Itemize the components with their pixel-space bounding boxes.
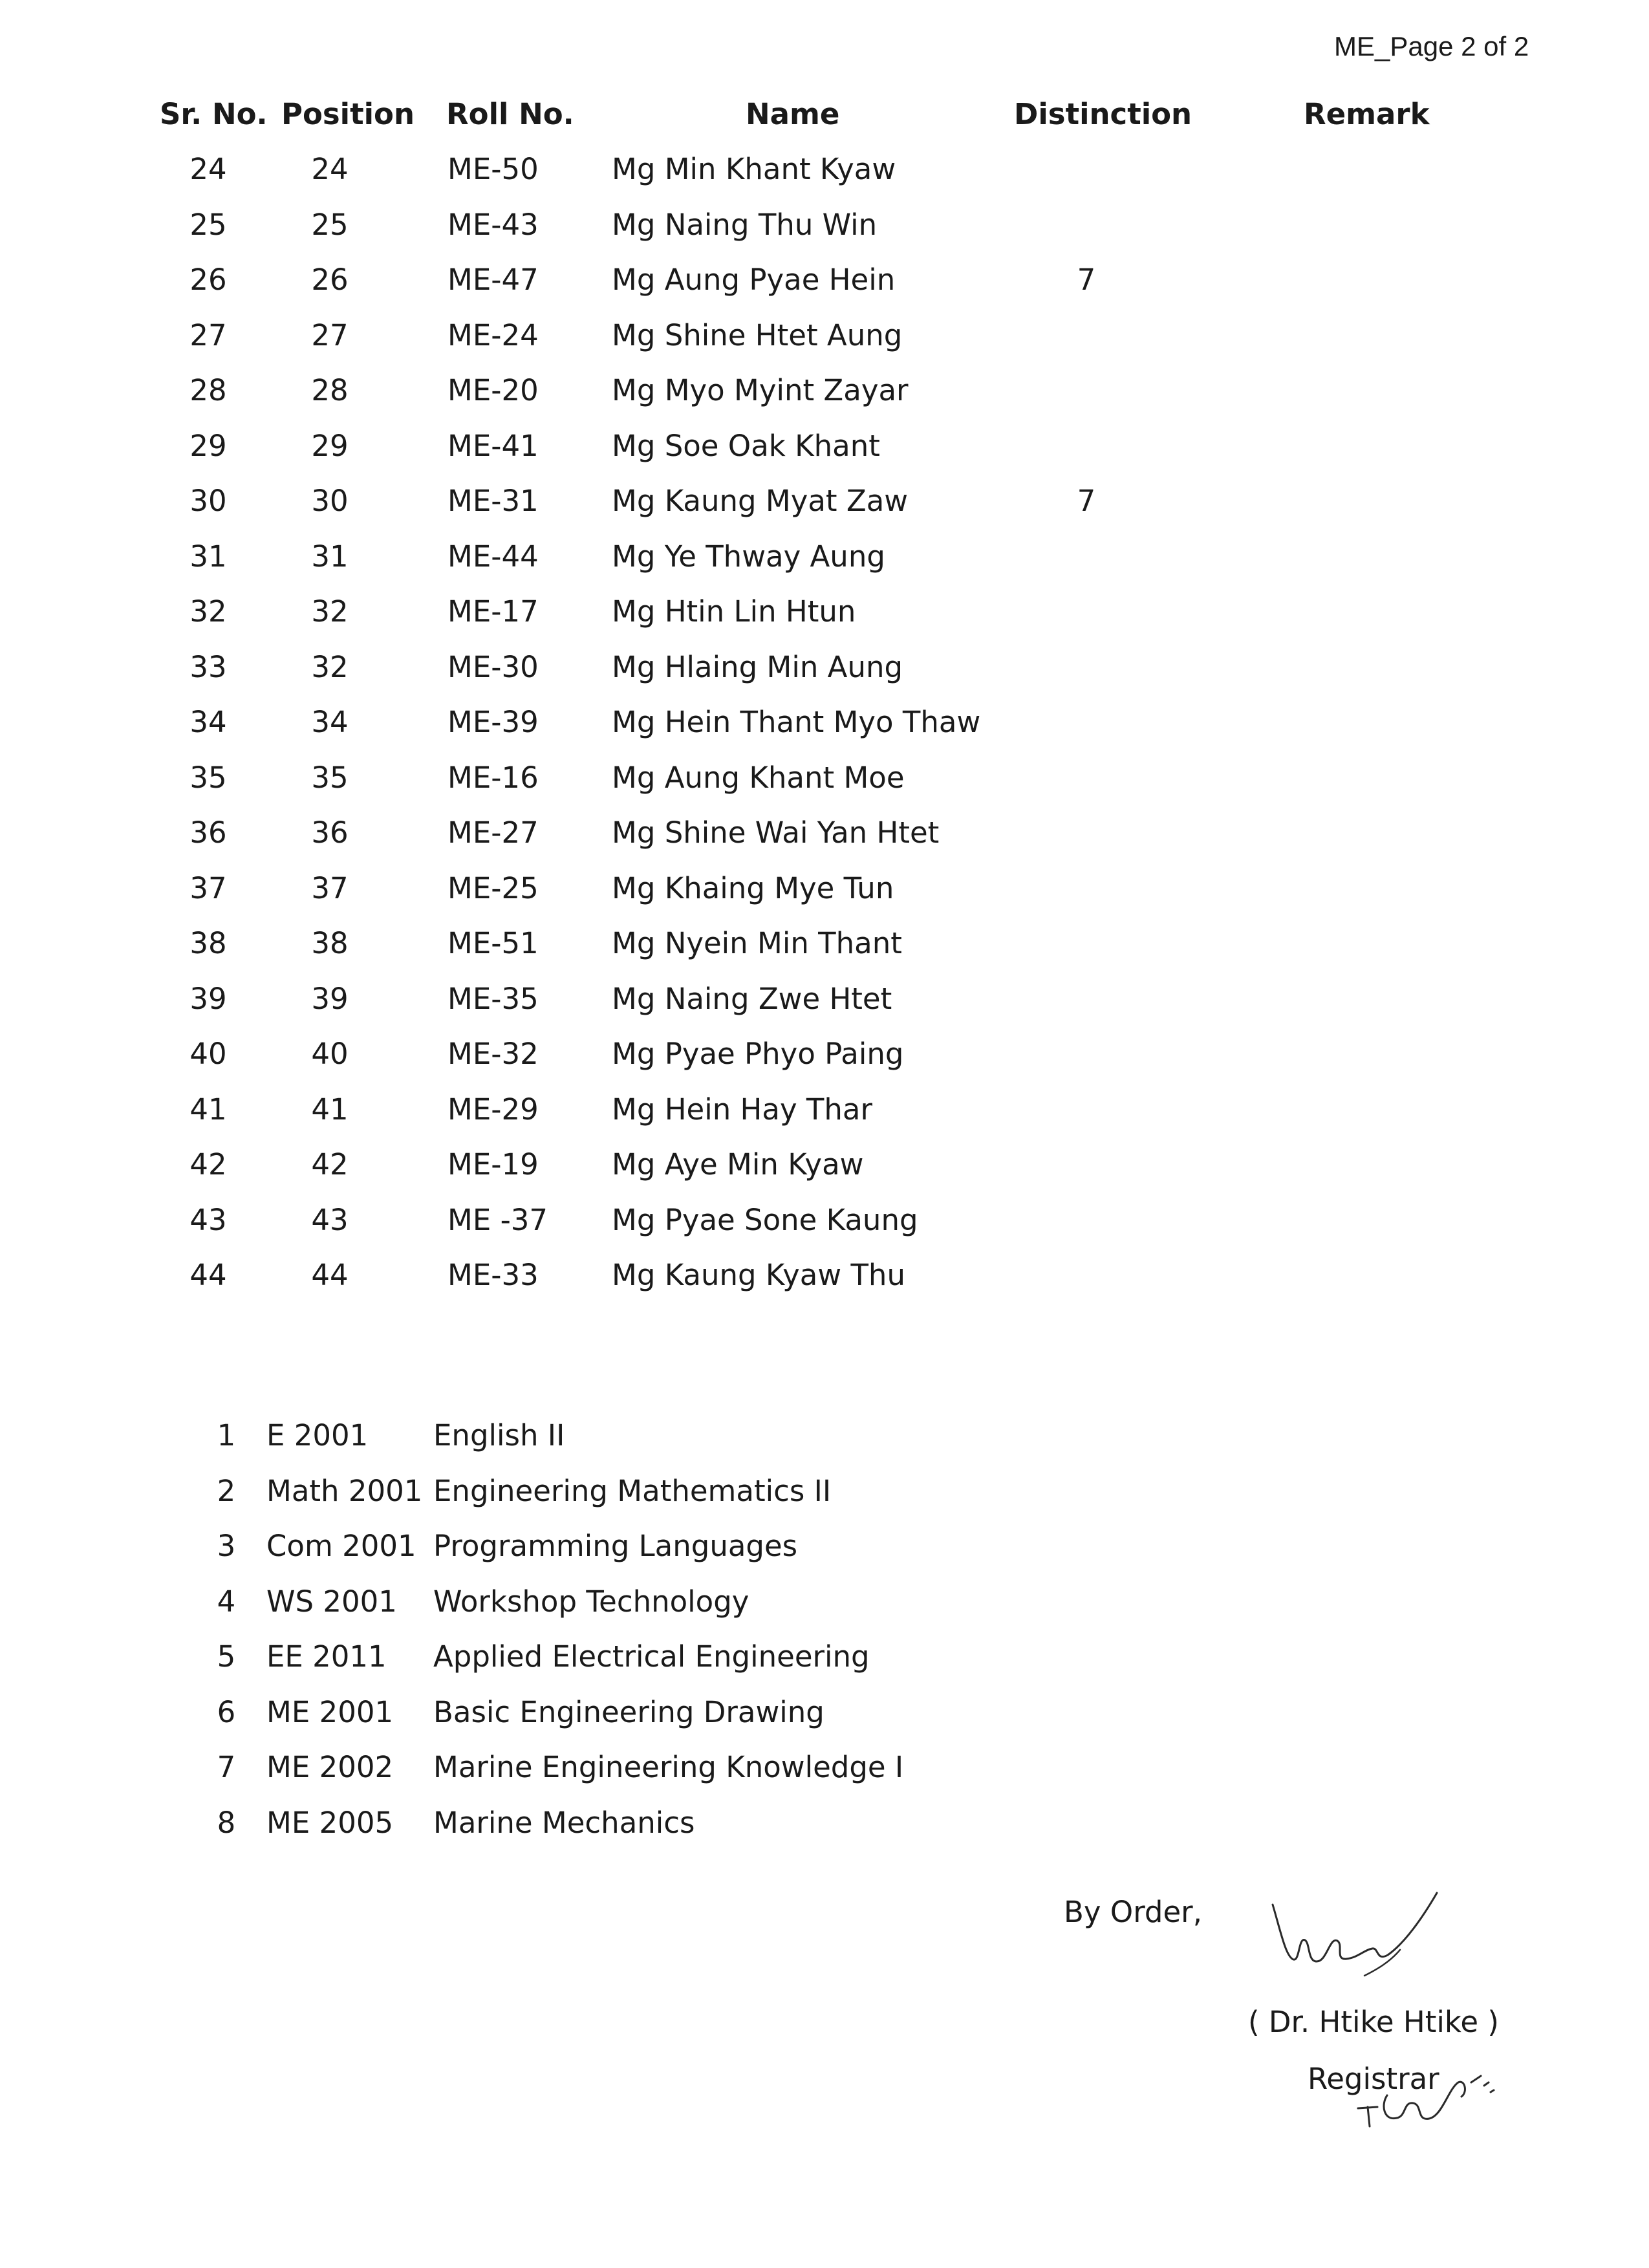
subject-code: ME 2005 <box>266 1806 394 1840</box>
cell-position: 44 <box>311 1258 349 1292</box>
cell-sr-no: 25 <box>189 208 227 242</box>
cell-name: Mg Myo Myint Zayar <box>612 373 909 407</box>
table-row <box>0 539 1649 585</box>
cell-position: 31 <box>311 539 349 574</box>
cell-roll-no: ME-17 <box>447 594 539 629</box>
cell-name: Mg Naing Zwe Htet <box>612 982 892 1016</box>
list-item <box>0 1806 1649 1851</box>
cell-name: Mg Hein Hay Thar <box>612 1092 872 1127</box>
cell-name: Mg Ye Thway Aung <box>612 539 885 574</box>
table-row <box>0 152 1649 197</box>
cell-position: 24 <box>311 152 349 186</box>
cell-name: Mg Pyae Phyo Paing <box>612 1037 904 1071</box>
by-order-text: By Order, <box>1064 1895 1202 1929</box>
cell-sr-no: 27 <box>189 318 227 352</box>
header-position: Position <box>281 97 415 131</box>
cell-sr-no: 41 <box>189 1092 227 1127</box>
table-row <box>0 373 1649 418</box>
cell-sr-no: 26 <box>189 263 227 297</box>
cell-sr-no: 24 <box>189 152 227 186</box>
cell-roll-no: ME-43 <box>447 208 539 242</box>
cell-position: 38 <box>311 926 349 960</box>
cell-roll-no: ME -37 <box>447 1203 548 1237</box>
cell-position: 36 <box>311 815 349 850</box>
cell-sr-no: 38 <box>189 926 227 960</box>
table-row <box>0 871 1649 916</box>
cell-position: 39 <box>311 982 349 1016</box>
cell-sr-no: 42 <box>189 1147 227 1182</box>
cell-roll-no: ME-44 <box>447 539 539 574</box>
cell-roll-no: ME-31 <box>447 484 539 518</box>
cell-roll-no: ME-30 <box>447 650 539 684</box>
cell-sr-no: 35 <box>189 761 227 795</box>
cell-name: Mg Hlaing Min Aung <box>612 650 903 684</box>
cell-position: 40 <box>311 1037 349 1071</box>
list-item <box>0 1584 1649 1630</box>
cell-roll-no: ME-50 <box>447 152 539 186</box>
cell-sr-no: 44 <box>189 1258 227 1292</box>
cell-name: Mg Shine Wai Yan Htet <box>612 815 940 850</box>
cell-name: Mg Soe Oak Khant <box>612 429 880 463</box>
cell-name: Mg Nyein Min Thant <box>612 926 902 960</box>
cell-roll-no: ME-35 <box>447 982 539 1016</box>
list-item <box>0 1418 1649 1463</box>
cell-sr-no: 37 <box>189 871 227 905</box>
table-row <box>0 318 1649 363</box>
cell-name: Mg Khaing Mye Tun <box>612 871 894 905</box>
cell-position: 37 <box>311 871 349 905</box>
subject-number: 2 <box>217 1474 236 1508</box>
cell-position: 29 <box>311 429 349 463</box>
cell-roll-no: ME-51 <box>447 926 539 960</box>
cell-sr-no: 40 <box>189 1037 227 1071</box>
cell-sr-no: 36 <box>189 815 227 850</box>
subject-code: ME 2001 <box>266 1695 394 1729</box>
list-item <box>0 1529 1649 1574</box>
cell-roll-no: ME-29 <box>447 1092 539 1127</box>
subject-title: Workshop Technology <box>433 1584 749 1619</box>
cell-roll-no: ME-39 <box>447 705 539 739</box>
cell-name: Mg Naing Thu Win <box>612 208 878 242</box>
subject-title: Engineering Mathematics II <box>433 1474 832 1508</box>
cell-roll-no: ME-33 <box>447 1258 539 1292</box>
header-roll-no: Roll No. <box>446 97 574 131</box>
table-row <box>0 208 1649 253</box>
subject-title: Marine Mechanics <box>433 1806 695 1840</box>
cell-position: 41 <box>311 1092 349 1127</box>
subject-code: WS 2001 <box>266 1584 397 1619</box>
signature-mark <box>1267 1879 1449 1989</box>
subject-number: 6 <box>217 1695 236 1729</box>
header-distinction: Distinction <box>1014 97 1192 131</box>
list-item <box>0 1474 1649 1519</box>
subject-number: 4 <box>217 1584 236 1619</box>
subject-title: Applied Electrical Engineering <box>433 1639 870 1674</box>
cell-roll-no: ME-27 <box>447 815 539 850</box>
cell-name: Mg Min Khant Kyaw <box>612 152 896 186</box>
table-row <box>0 705 1649 750</box>
subject-title: English II <box>433 1418 565 1453</box>
cell-name: Mg Htin Lin Htun <box>612 594 856 629</box>
cell-roll-no: ME-20 <box>447 373 539 407</box>
subject-code: Com 2001 <box>266 1529 416 1563</box>
cell-distinction: 7 <box>1077 484 1096 518</box>
cell-sr-no: 43 <box>189 1203 227 1237</box>
cell-roll-no: ME-41 <box>447 429 539 463</box>
subject-title: Programming Languages <box>433 1529 798 1563</box>
initials-mark <box>1352 2057 1507 2134</box>
table-row <box>0 594 1649 640</box>
cell-sr-no: 34 <box>189 705 227 739</box>
subject-code: Math 2001 <box>266 1474 423 1508</box>
cell-position: 28 <box>311 373 349 407</box>
cell-name: Mg Aye Min Kyaw <box>612 1147 864 1182</box>
cell-position: 34 <box>311 705 349 739</box>
cell-roll-no: ME-16 <box>447 761 539 795</box>
cell-sr-no: 32 <box>189 594 227 629</box>
cell-position: 30 <box>311 484 349 518</box>
subject-number: 8 <box>217 1806 236 1840</box>
cell-name: Mg Aung Pyae Hein <box>612 263 896 297</box>
table-row <box>0 429 1649 474</box>
table-row <box>0 484 1649 529</box>
cell-name: Mg Shine Htet Aung <box>612 318 903 352</box>
subject-code: EE 2011 <box>266 1639 387 1674</box>
cell-sr-no: 39 <box>189 982 227 1016</box>
cell-sr-no: 33 <box>189 650 227 684</box>
cell-roll-no: ME-25 <box>447 871 539 905</box>
cell-sr-no: 28 <box>189 373 227 407</box>
table-row <box>0 982 1649 1027</box>
cell-roll-no: ME-19 <box>447 1147 539 1182</box>
cell-position: 43 <box>311 1203 349 1237</box>
subject-number: 7 <box>217 1750 236 1784</box>
table-row <box>0 1092 1649 1138</box>
cell-distinction: 7 <box>1077 263 1096 297</box>
cell-name: Mg Kaung Myat Zaw <box>612 484 909 518</box>
cell-position: 25 <box>311 208 349 242</box>
cell-name: Mg Pyae Sone Kaung <box>612 1203 918 1237</box>
header-name: Name <box>746 97 840 131</box>
table-row <box>0 650 1649 695</box>
cell-roll-no: ME-47 <box>447 263 539 297</box>
table-row <box>0 1037 1649 1082</box>
cell-position: 32 <box>311 650 349 684</box>
header-remark: Remark <box>1304 97 1430 131</box>
cell-name: Mg Aung Khant Moe <box>612 761 905 795</box>
list-item <box>0 1750 1649 1795</box>
cell-position: 27 <box>311 318 349 352</box>
cell-position: 32 <box>311 594 349 629</box>
cell-sr-no: 29 <box>189 429 227 463</box>
subject-title: Basic Engineering Drawing <box>433 1695 824 1729</box>
page-label: ME_Page 2 of 2 <box>1334 31 1529 61</box>
list-item <box>0 1639 1649 1685</box>
subject-code: ME 2002 <box>266 1750 394 1784</box>
table-row <box>0 815 1649 861</box>
subject-title: Marine Engineering Knowledge I <box>433 1750 904 1784</box>
list-item <box>0 1695 1649 1740</box>
subject-number: 1 <box>217 1418 236 1453</box>
cell-position: 35 <box>311 761 349 795</box>
cell-sr-no: 31 <box>189 539 227 574</box>
cell-roll-no: ME-32 <box>447 1037 539 1071</box>
cell-sr-no: 30 <box>189 484 227 518</box>
cell-name: Mg Hein Thant Myo Thaw <box>612 705 981 739</box>
table-row <box>0 926 1649 971</box>
registrar-title: Registrar <box>1308 2062 1439 2096</box>
subject-code: E 2001 <box>266 1418 369 1453</box>
table-row <box>0 263 1649 308</box>
cell-position: 42 <box>311 1147 349 1182</box>
cell-name: Mg Kaung Kyaw Thu <box>612 1258 905 1292</box>
header-sr-no: Sr. No. <box>160 97 268 131</box>
subject-number: 3 <box>217 1529 236 1563</box>
table-row <box>0 1258 1649 1303</box>
table-row <box>0 1147 1649 1193</box>
table-row <box>0 1203 1649 1248</box>
cell-position: 26 <box>311 263 349 297</box>
cell-roll-no: ME-24 <box>447 318 539 352</box>
registrar-name: ( Dr. Htike Htike ) <box>1248 2005 1499 2039</box>
subject-number: 5 <box>217 1639 236 1674</box>
table-row <box>0 761 1649 806</box>
